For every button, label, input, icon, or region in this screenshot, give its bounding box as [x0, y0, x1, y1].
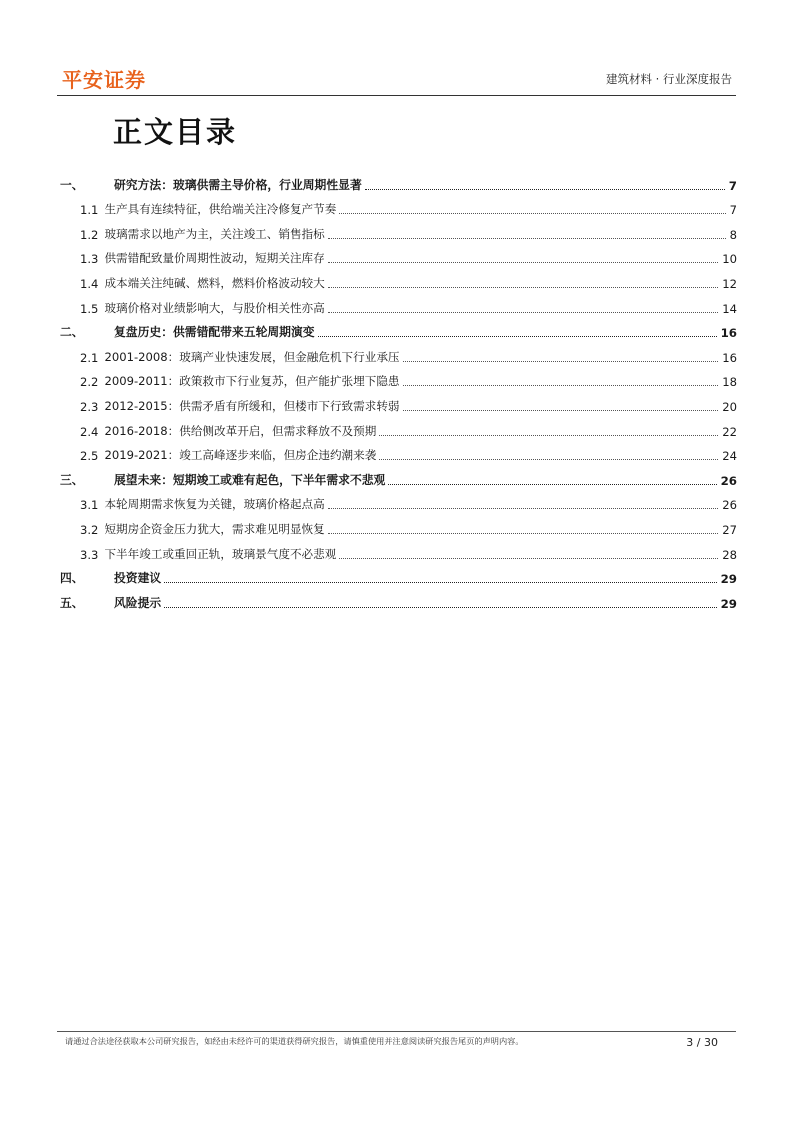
table-of-contents: [60, 168, 737, 611]
toc-dot-leader: [339, 213, 725, 214]
toc-dot-leader: [403, 410, 719, 411]
toc-entry-number: 2.2: [80, 375, 99, 390]
toc-dot-leader: [328, 238, 726, 239]
toc-entry-title[interactable]: 2009-2011：政策救市下行业复苏，但产能扩张埋下隐患: [104, 374, 400, 389]
toc-entry-page: 29: [720, 596, 737, 611]
toc-entry-page: 14: [722, 301, 737, 316]
toc-entry-number: 3.1: [80, 498, 99, 513]
toc-dot-leader: [318, 336, 717, 337]
toc-entry-number: 二、: [60, 325, 84, 340]
toc-entry-title[interactable]: 2016-2018：供给侧改革开启，但需求释放不及预期: [104, 423, 377, 438]
toc-dot-leader: [365, 189, 725, 190]
toc-entry-page: 7: [729, 203, 737, 218]
toc-dot-leader: [388, 484, 716, 485]
toc-entry[interactable]: [60, 242, 737, 267]
toc-entry-page: 12: [722, 276, 737, 291]
toc-entry[interactable]: [60, 389, 737, 414]
toc-entry-page: 16: [722, 350, 737, 365]
toc-entry-number: 3.3: [80, 547, 99, 562]
toc-entry-number: 四、: [60, 571, 84, 586]
toc-entry-number: 1.3: [80, 252, 99, 267]
toc-entry-number: 3.2: [80, 522, 99, 537]
toc-entry-number: 1.2: [80, 227, 99, 242]
toc-dot-leader: [379, 459, 718, 460]
toc-entry-title[interactable]: 玻璃需求以地产为主，关注竣工、销售指标: [104, 226, 325, 241]
toc-entry[interactable]: [60, 512, 737, 537]
toc-entry-page: 8: [729, 227, 737, 242]
toc-entry[interactable]: [60, 537, 737, 562]
toc-dot-leader: [328, 262, 718, 263]
toc-entry[interactable]: [60, 217, 737, 242]
footer-disclaimer: 请通过合法途径获取本公司研究报告，如经由未经许可的渠道获得研究报告，请慎重使用并注意阅读研究报告尾页的声明内容。: [65, 1036, 524, 1046]
report-type-label: 建筑材料 · 行业深度报告: [606, 72, 732, 86]
toc-entry-page: 28: [722, 547, 737, 562]
toc-entry-title[interactable]: 投资建议: [114, 571, 162, 586]
toc-dot-leader: [164, 607, 716, 608]
toc-entry[interactable]: [60, 488, 737, 513]
toc-entry-title[interactable]: 成本端关注纯碱、燃料，燃料价格波动较大: [104, 275, 325, 290]
toc-entry[interactable]: [60, 463, 737, 488]
toc-entry-title[interactable]: 短期房企资金压力犹大，需求难见明显恢复: [104, 521, 325, 536]
toc-dot-leader: [328, 533, 718, 534]
toc-dot-leader: [164, 582, 716, 583]
toc-entry-page: 29: [720, 572, 737, 587]
toc-entry-number: 2.4: [80, 424, 99, 439]
toc-entry[interactable]: [60, 439, 737, 464]
toc-entry[interactable]: [60, 266, 737, 291]
toc-dot-leader: [403, 361, 719, 362]
toc-dot-leader: [328, 312, 718, 313]
toc-entry[interactable]: [60, 414, 737, 439]
toc-entry-title[interactable]: 展望未来：短期竣工或难有起色，下半年需求不悲观: [114, 472, 386, 487]
toc-entry-title[interactable]: 复盘历史：供需错配带来五轮周期演变: [114, 325, 315, 340]
toc-entry[interactable]: [60, 291, 737, 316]
toc-entry-number: 1.5: [80, 301, 99, 316]
toc-entry-number: 2.1: [80, 350, 99, 365]
toc-entry[interactable]: [60, 168, 737, 193]
toc-dot-leader: [339, 558, 718, 559]
page-title: 正文目录: [113, 115, 238, 149]
toc-entry-page: 24: [722, 449, 737, 464]
toc-dot-leader: [328, 287, 718, 288]
toc-entry-number: 三、: [60, 472, 84, 487]
toc-entry-title[interactable]: 玻璃价格对业绩影响大，与股价相关性亦高: [104, 300, 325, 315]
toc-entry[interactable]: [60, 562, 737, 587]
toc-entry-title[interactable]: 生产具有连续特征，供给端关注冷修复产节奏: [104, 202, 337, 217]
toc-entry[interactable]: [60, 193, 737, 218]
footer-divider: [57, 1031, 736, 1032]
toc-entry-title[interactable]: 2012-2015：供需矛盾有所缓和，但楼市下行致需求转弱: [104, 398, 400, 413]
toc-entry-number: 1.4: [80, 276, 99, 291]
toc-entry-number: 五、: [60, 595, 84, 610]
toc-entry-page: 18: [722, 375, 737, 390]
toc-entry-title[interactable]: 2001-2008：玻璃产业快速发展，但金融危机下行业承压: [104, 349, 400, 364]
toc-entry[interactable]: [60, 340, 737, 365]
toc-entry[interactable]: [60, 586, 737, 611]
toc-entry-title[interactable]: 本轮周期需求恢复为关键，玻璃价格起点高: [104, 497, 325, 512]
toc-entry-title[interactable]: 风险提示: [114, 595, 162, 610]
toc-entry-page: 20: [722, 399, 737, 414]
toc-entry-title[interactable]: 供需错配致量价周期性波动，短期关注库存: [104, 251, 325, 266]
toc-entry-title[interactable]: 2019-2021：竣工高峰逐步来临，但房企违约潮来袭: [104, 448, 377, 463]
toc-entry-number: 一、: [60, 177, 84, 192]
toc-entry[interactable]: [60, 365, 737, 390]
brand-logo: 平安证券: [62, 68, 146, 92]
toc-entry-number: 2.3: [80, 399, 99, 414]
toc-entry-title[interactable]: 下半年竣工或重回正轨，玻璃景气度不必悲观: [104, 546, 337, 561]
header-divider: [57, 95, 736, 96]
toc-entry-number: 1.1: [80, 203, 99, 218]
toc-entry-page: 22: [722, 424, 737, 439]
toc-entry-page: 26: [722, 498, 737, 513]
toc-entry-title[interactable]: 研究方法：玻璃供需主导价格，行业周期性显著: [114, 177, 362, 192]
toc-dot-leader: [328, 508, 718, 509]
toc-entry-page: 10: [722, 252, 737, 267]
toc-entry-page: 26: [720, 473, 737, 488]
toc-entry-page: 7: [728, 178, 737, 193]
toc-entry-page: 16: [720, 326, 737, 341]
toc-dot-leader: [379, 435, 718, 436]
toc-entry-number: 2.5: [80, 449, 99, 464]
toc-entry-page: 27: [722, 522, 737, 537]
toc-entry[interactable]: [60, 316, 737, 341]
page-number: 3 / 30: [686, 1036, 718, 1049]
toc-dot-leader: [403, 385, 719, 386]
